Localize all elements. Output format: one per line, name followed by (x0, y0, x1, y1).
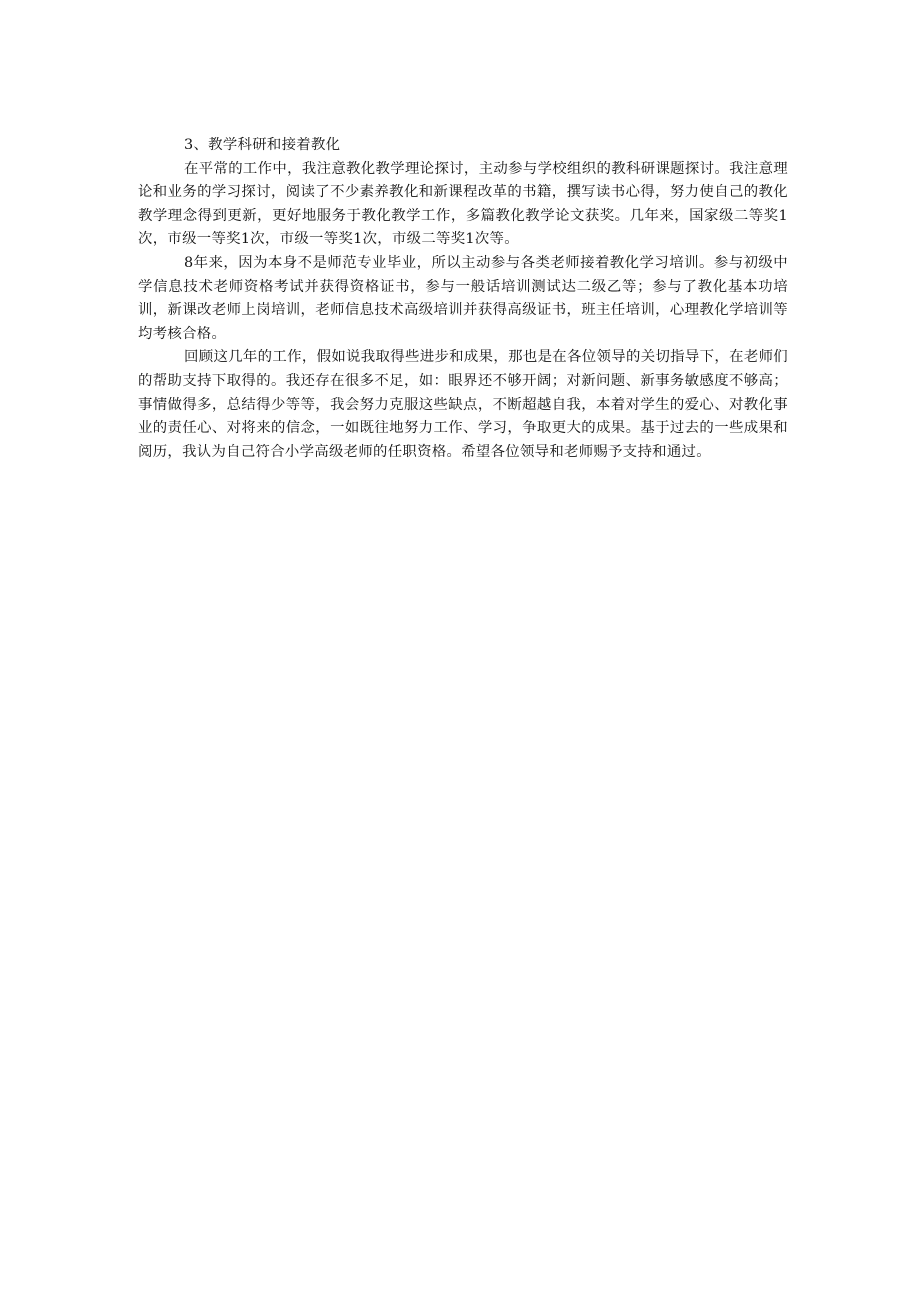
document-body (138, 134, 788, 464)
paragraph-research: 在平常的工作中，我注意教化教学理论探讨，主动参与学校组织的教科研课题探讨。我注意理论和业务的学习探讨，阅读了不少素养教化和新课程改革的书籍，撰写读书心得，努力使自己的教化教学理念得到更新，更好地服务于教化教学工作，多篇教化教学论文获奖。几年来，国家级二等奖1次，市级一等奖1次，市级一等奖1次，市级二等奖1次等。 (138, 160, 788, 248)
section-heading: 3、教学科研和接着教化 (184, 137, 341, 153)
paragraph-review: 回顾这几年的工作，假如说我取得些进步和成果，那也是在各位领导的关切指导下，在老师们的帮助支持下取得的。我还存在很多不足，如：眼界还不够开阔；对新问题、新事务敏感度不够高；事情做得多，总结得少等等，我会努力克服这些缺点，不断超越自我，本着对学生的爱心、对教化事业的责任心、对将来的信念，一如既往地努力工作、学习，争取更大的成果。基于过去的一些成果和阅历，我认为自己符合小学高级老师的任职资格。希望各位领导和老师赐予支持和通过。 (138, 349, 788, 460)
paragraph-training: 8年来，因为本身不是师范专业毕业，所以主动参与各类老师接着教化学习培训。参与初级中学信息技术老师资格考试并获得资格证书，参与一般话培训测试达二级乙等；参与了教化基本功培训，新课改老师上岗培训，老师信息技术高级培训并获得高级证书，班主任培训，心理教化学培训等均考核合格。 (138, 254, 788, 342)
